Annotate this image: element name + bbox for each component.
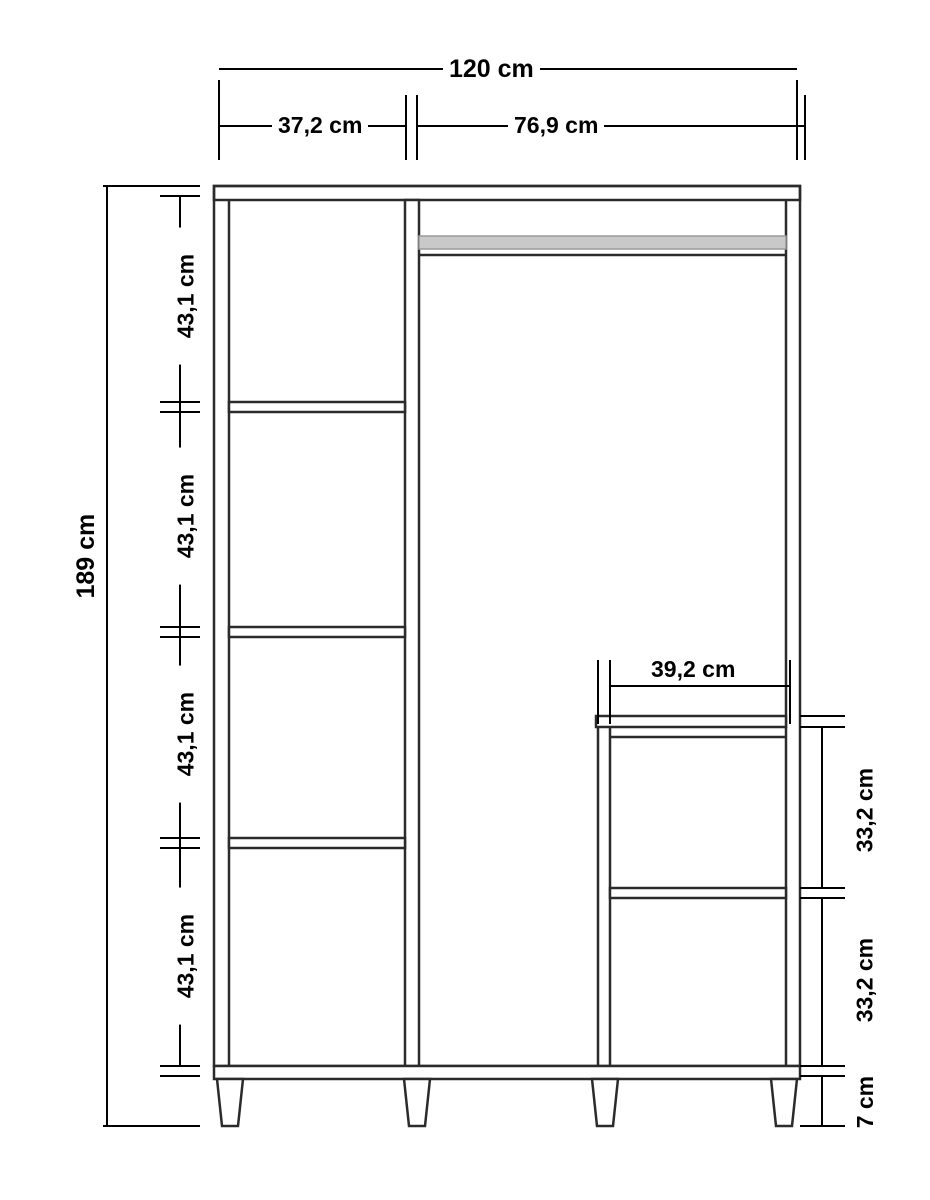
label-total-width: 120 cm [443, 56, 540, 82]
top-panel [214, 186, 800, 200]
leg [217, 1079, 243, 1126]
leg [404, 1079, 430, 1126]
label-shelf-2-height: 43,1 cm [173, 448, 197, 585]
drawer-unit [596, 716, 786, 1066]
label-left-column-width: 37,2 cm [272, 113, 368, 137]
hanging-rail [419, 236, 786, 255]
label-shelf-3-height: 43,1 cm [173, 666, 197, 803]
center-divider [405, 200, 419, 1066]
label-shelf-1-height: 43,1 cm [173, 228, 197, 365]
label-drawer-1-height: 33,2 cm [852, 742, 876, 879]
label-total-height: 189 cm [73, 490, 99, 622]
label-drawer-width: 39,2 cm [645, 657, 741, 681]
label-drawer-2-height: 33,2 cm [852, 912, 876, 1049]
label-right-column-width: 76,9 cm [508, 113, 604, 137]
left-column-shelves [229, 402, 405, 848]
dimension-right-column-width [417, 95, 805, 160]
dimension-drawer-heights [800, 716, 845, 1126]
label-leg-height: 7 cm [853, 1065, 877, 1139]
label-shelf-4-height: 43,1 cm [173, 888, 197, 1025]
leg [592, 1079, 618, 1126]
legs [217, 1079, 797, 1126]
bottom-panel [214, 1066, 800, 1079]
leg [771, 1079, 797, 1126]
